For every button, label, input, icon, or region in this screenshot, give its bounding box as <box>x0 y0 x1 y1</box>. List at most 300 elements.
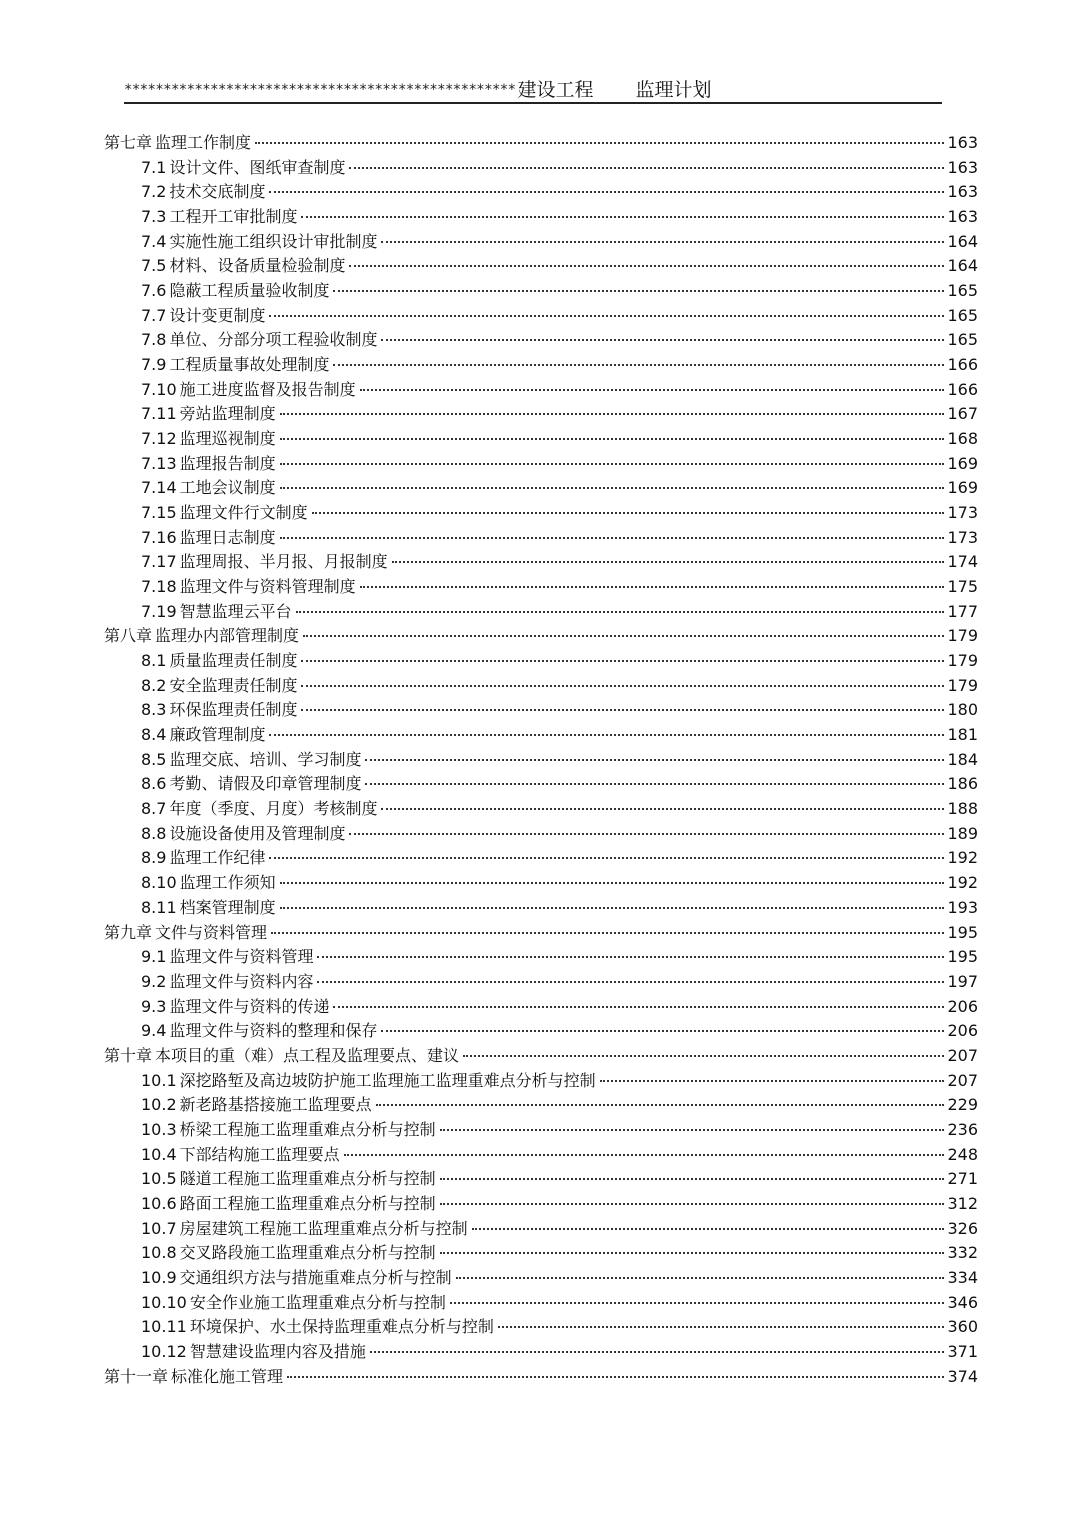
toc-page-number: 180 <box>947 700 978 720</box>
toc-page-number: 169 <box>947 453 978 473</box>
toc-entry-number: 7.3 <box>141 207 167 227</box>
toc-entry-number: 8.6 <box>141 774 167 794</box>
toc-section-entry[interactable] <box>104 254 978 279</box>
toc-entry-label <box>141 1069 596 1094</box>
toc-entry-number: 第十章 <box>104 1045 153 1065</box>
toc-entry-label <box>141 772 361 797</box>
toc-page-number: 332 <box>947 1243 978 1263</box>
toc-dot-leader <box>498 1326 945 1328</box>
toc-dot-leader <box>349 833 944 835</box>
toc-dot-leader <box>301 685 944 687</box>
toc-entry-label <box>104 131 251 156</box>
toc-page-number: 186 <box>947 774 978 794</box>
toc-entry-title: 监理交底、培训、学习制度 <box>169 749 362 769</box>
toc-entry-label <box>141 156 345 181</box>
toc-entry-title: 下部结构施工监理要点 <box>179 1144 340 1164</box>
toc-section-entry[interactable] <box>104 970 978 995</box>
toc-entry-title: 隧道工程施工监理重难点分析与控制 <box>179 1169 436 1189</box>
toc-dot-leader <box>333 290 944 292</box>
toc-dot-leader <box>333 1006 944 1008</box>
toc-entry-title: 工地会议制度 <box>179 478 276 498</box>
toc-page-number: 165 <box>947 305 978 325</box>
toc-entry-label <box>141 1167 436 1192</box>
toc-dot-leader <box>472 1228 945 1230</box>
toc-section-entry[interactable] <box>104 748 978 773</box>
toc-section-entry[interactable] <box>104 1069 978 1094</box>
toc-section-entry[interactable] <box>104 328 978 353</box>
toc-entry-number: 7.11 <box>141 404 177 424</box>
toc-page-number: 271 <box>947 1169 978 1189</box>
toc-entry-title: 监理工作制度 <box>155 133 252 152</box>
toc-section-entry[interactable] <box>104 279 978 304</box>
toc-page-number: 193 <box>947 897 978 917</box>
toc-page-number: 346 <box>947 1292 978 1312</box>
toc-page-number: 165 <box>947 281 978 301</box>
toc-entry-label <box>141 353 329 378</box>
toc-entry-number: 7.9 <box>141 355 167 375</box>
toc-entry-label <box>141 995 329 1020</box>
toc-section-entry[interactable] <box>104 1266 978 1291</box>
toc-entry-label <box>104 1365 283 1390</box>
toc-entry-title: 深挖路堑及高边坡防护施工监理施工监理重难点分析与控制 <box>179 1070 596 1090</box>
toc-dot-leader <box>271 932 944 934</box>
toc-page-number: 195 <box>947 947 978 967</box>
toc-page-number: 174 <box>947 552 978 572</box>
toc-entry-label <box>141 230 377 255</box>
toc-entry-label <box>141 328 377 353</box>
toc-dot-leader <box>269 734 944 736</box>
toc-section-entry[interactable] <box>104 1093 978 1118</box>
toc-entry-title: 监理工作纪律 <box>169 848 266 868</box>
toc-dot-leader <box>303 635 944 637</box>
toc-dot-leader <box>255 142 944 144</box>
toc-entry-title: 环保监理责任制度 <box>169 700 298 720</box>
toc-entry-label <box>141 526 276 551</box>
toc-page-number: 207 <box>947 1045 978 1065</box>
toc-entry-label <box>141 1217 468 1242</box>
toc-section-entry[interactable] <box>104 452 978 477</box>
toc-dot-leader <box>440 1203 945 1205</box>
toc-entry-title: 房屋建筑工程施工监理重难点分析与控制 <box>179 1218 468 1238</box>
toc-dot-leader <box>269 315 944 317</box>
toc-section-entry[interactable] <box>104 1217 978 1242</box>
toc-entry-number: 7.18 <box>141 577 177 597</box>
toc-dot-leader <box>456 1277 945 1279</box>
toc-entry-title: 档案管理制度 <box>179 897 276 917</box>
toc-page-number: 164 <box>947 231 978 251</box>
toc-page-number: 167 <box>947 404 978 424</box>
toc-entry-number: 10.4 <box>141 1144 177 1164</box>
toc-section-entry[interactable] <box>104 649 978 674</box>
toc-dot-leader <box>370 1351 945 1353</box>
toc-entry-number: 7.17 <box>141 552 177 572</box>
toc-entry-number: 第七章 <box>104 133 153 152</box>
toc-section-entry[interactable] <box>104 353 978 378</box>
toc-dot-leader <box>280 463 945 465</box>
toc-entry-number: 7.14 <box>141 478 177 498</box>
toc-entry-title: 施工进度监督及报告制度 <box>179 379 356 399</box>
toc-entry-title: 监理报告制度 <box>179 453 276 473</box>
toc-entry-number: 8.2 <box>141 675 167 695</box>
toc-section-entry[interactable] <box>104 1192 978 1217</box>
toc-entry-number: 10.2 <box>141 1095 177 1115</box>
toc-entry-title: 监理周报、半月报、月报制度 <box>179 552 388 572</box>
toc-section-entry[interactable] <box>104 846 978 871</box>
toc-entry-number: 9.3 <box>141 996 167 1016</box>
toc-page-number: 326 <box>947 1218 978 1238</box>
toc-entry-number: 10.12 <box>141 1341 187 1361</box>
toc-entry-label <box>141 649 297 674</box>
toc-entry-number: 7.2 <box>141 182 167 202</box>
toc-dot-leader <box>280 413 945 415</box>
toc-page-number: 166 <box>947 355 978 375</box>
toc-entry-label <box>141 1143 340 1168</box>
toc-entry-label <box>141 896 276 921</box>
toc-entry-title: 单位、分部分项工程验收制度 <box>169 330 378 350</box>
toc-page-number: 236 <box>947 1119 978 1139</box>
toc-entry-title: 质量监理责任制度 <box>169 651 298 671</box>
toc-dot-leader <box>296 611 945 613</box>
toc-entry-number: 7.12 <box>141 429 177 449</box>
toc-section-entry[interactable] <box>104 896 978 921</box>
toc-entry-number: 10.1 <box>141 1070 177 1090</box>
toc-entry-label <box>141 822 345 847</box>
toc-dot-leader <box>317 956 944 958</box>
toc-entry-title: 设计变更制度 <box>169 305 266 325</box>
toc-section-entry[interactable] <box>104 1118 978 1143</box>
toc-chapter-entry[interactable] <box>104 624 978 649</box>
toc-entry-title: 年度（季度、月度）考核制度 <box>169 799 378 819</box>
toc-entry-title: 隐蔽工程质量验收制度 <box>169 281 330 301</box>
toc-dot-leader <box>381 241 944 243</box>
toc-entry-number: 8.1 <box>141 651 167 671</box>
toc-entry-number: 7.1 <box>141 157 167 177</box>
toc-dot-leader <box>269 857 944 859</box>
toc-section-entry[interactable] <box>104 772 978 797</box>
toc-entry-number: 10.8 <box>141 1243 177 1263</box>
toc-entry-number: 8.3 <box>141 700 167 720</box>
toc-section-entry[interactable] <box>104 1019 978 1044</box>
toc-section-entry[interactable] <box>104 156 978 181</box>
toc-entry-title: 监理文件与资料的传递 <box>169 996 330 1016</box>
toc-dot-leader <box>344 1154 945 1156</box>
toc-section-entry[interactable] <box>104 402 978 427</box>
toc-entry-title: 监理工作须知 <box>179 873 276 893</box>
toc-chapter-entry[interactable] <box>104 1365 978 1390</box>
toc-entry-label <box>141 205 297 230</box>
toc-entry-number: 7.8 <box>141 330 167 350</box>
toc-entry-number: 7.5 <box>141 256 167 276</box>
toc-entry-title: 监理文件与资料的整理和保存 <box>169 1021 378 1041</box>
toc-dot-leader <box>450 1302 945 1304</box>
toc-entry-title: 本项目的重（难）点工程及监理要点、建议 <box>155 1045 460 1065</box>
toc-dot-leader <box>312 512 945 514</box>
toc-section-entry[interactable] <box>104 526 978 551</box>
header-stars: ************************************************** <box>124 82 516 98</box>
toc-entry-number: 7.16 <box>141 527 177 547</box>
toc-section-entry[interactable] <box>104 1291 978 1316</box>
toc-dot-leader <box>360 586 945 588</box>
toc-section-entry[interactable] <box>104 871 978 896</box>
toc-dot-leader <box>317 981 944 983</box>
toc-entry-label <box>141 1315 494 1340</box>
toc-section-entry[interactable] <box>104 378 978 403</box>
toc-entry-number: 第十一章 <box>104 1366 169 1386</box>
toc-dot-leader <box>280 882 945 884</box>
toc-page-number: 175 <box>947 577 978 597</box>
toc-dot-leader <box>280 537 945 539</box>
toc-entry-number: 8.11 <box>141 897 177 917</box>
toc-section-entry[interactable] <box>104 674 978 699</box>
toc-dot-leader <box>280 487 945 489</box>
toc-dot-leader <box>287 1376 944 1378</box>
toc-page-number: 184 <box>947 749 978 769</box>
toc-entry-title: 考勤、请假及印章管理制度 <box>169 774 362 794</box>
toc-entry-label <box>141 452 276 477</box>
toc-page-number: 189 <box>947 823 978 843</box>
toc-entry-number: 8.4 <box>141 725 167 745</box>
toc-section-entry[interactable] <box>104 180 978 205</box>
toc-section-entry[interactable] <box>104 1143 978 1168</box>
toc-page-number: 181 <box>947 725 978 745</box>
toc-entry-label <box>141 427 276 452</box>
page-header <box>124 74 942 104</box>
toc-page-number: 248 <box>947 1144 978 1164</box>
toc-entry-title: 环境保护、水土保持监理重难点分析与控制 <box>189 1317 494 1337</box>
toc-page-number: 177 <box>947 601 978 621</box>
toc-section-entry[interactable] <box>104 797 978 822</box>
toc-dot-leader <box>440 1178 945 1180</box>
toc-entry-number: 第九章 <box>104 922 153 942</box>
toc-entry-label <box>141 698 297 723</box>
toc-dot-leader <box>376 1104 945 1106</box>
toc-entry-title: 安全监理责任制度 <box>169 675 298 695</box>
toc-entry-number: 8.8 <box>141 823 167 843</box>
toc-section-entry[interactable] <box>104 1241 978 1266</box>
toc-entry-label <box>141 550 388 575</box>
toc-dot-leader <box>381 808 944 810</box>
toc-entry-label <box>141 846 265 871</box>
toc-entry-number: 10.11 <box>141 1317 187 1337</box>
toc-section-entry[interactable] <box>104 205 978 230</box>
toc-entry-label <box>141 723 265 748</box>
toc-entry-title: 技术交底制度 <box>169 182 266 202</box>
toc-entry-title: 智慧监理云平台 <box>179 601 292 621</box>
toc-entry-label <box>141 1291 446 1316</box>
toc-page-number: 163 <box>947 207 978 227</box>
toc-page-number: 163 <box>947 182 978 202</box>
toc-page-number: 206 <box>947 996 978 1016</box>
toc-entry-number: 9.1 <box>141 947 167 967</box>
toc-section-entry[interactable] <box>104 1340 978 1365</box>
toc-section-entry[interactable] <box>104 304 978 329</box>
toc-dot-leader <box>349 167 944 169</box>
toc-entry-label <box>141 1241 436 1266</box>
toc-entry-number: 10.6 <box>141 1193 177 1213</box>
toc-entry-label <box>141 945 313 970</box>
toc-entry-title: 监理文件与资料内容 <box>169 971 314 991</box>
toc-entry-title: 工程质量事故处理制度 <box>169 355 330 375</box>
toc-entry-title: 桥梁工程施工监理重难点分析与控制 <box>179 1119 436 1139</box>
toc-section-entry[interactable] <box>104 822 978 847</box>
toc-entry-number: 9.2 <box>141 971 167 991</box>
toc-section-entry[interactable] <box>104 575 978 600</box>
toc-entry-number: 10.3 <box>141 1119 177 1139</box>
toc-page-number: 173 <box>947 503 978 523</box>
toc-section-entry[interactable] <box>104 945 978 970</box>
toc-entry-number: 7.10 <box>141 379 177 399</box>
toc-entry-label <box>141 600 292 625</box>
toc-entry-label <box>141 1266 452 1291</box>
toc-section-entry[interactable] <box>104 698 978 723</box>
toc-dot-leader <box>365 759 944 761</box>
table-of-contents <box>104 131 978 1389</box>
toc-entry-title: 交叉路段施工监理重难点分析与控制 <box>179 1243 436 1263</box>
toc-entry-number: 10.9 <box>141 1267 177 1287</box>
toc-entry-number: 9.4 <box>141 1021 167 1041</box>
toc-section-entry[interactable] <box>104 1315 978 1340</box>
toc-page-number: 192 <box>947 873 978 893</box>
toc-page-number: 312 <box>947 1193 978 1213</box>
toc-entry-title: 监理文件与资料管理 <box>169 947 314 967</box>
toc-page-number: 164 <box>947 256 978 276</box>
toc-dot-leader <box>280 438 945 440</box>
toc-page-number: 179 <box>947 675 978 695</box>
toc-entry-number: 7.13 <box>141 453 177 473</box>
toc-page-number: 371 <box>947 1341 978 1361</box>
toc-entry-number: 8.10 <box>141 873 177 893</box>
toc-dot-leader <box>463 1055 944 1057</box>
toc-section-entry[interactable] <box>104 230 978 255</box>
toc-entry-number: 8.5 <box>141 749 167 769</box>
header-subtitle: 监理计划 <box>635 79 712 101</box>
toc-entry-label <box>141 1019 377 1044</box>
toc-page-number: 229 <box>947 1095 978 1115</box>
toc-entry-title: 设施设备使用及管理制度 <box>169 823 346 843</box>
toc-dot-leader <box>365 783 944 785</box>
toc-section-entry[interactable] <box>104 501 978 526</box>
toc-entry-title: 工程开工审批制度 <box>169 207 298 227</box>
toc-dot-leader <box>301 709 944 711</box>
toc-section-entry[interactable] <box>104 476 978 501</box>
toc-dot-leader <box>392 561 945 563</box>
toc-dot-leader <box>301 216 944 218</box>
toc-page-number: 165 <box>947 330 978 350</box>
toc-page-number: 206 <box>947 1021 978 1041</box>
toc-dot-leader <box>440 1252 945 1254</box>
toc-dot-leader <box>381 1030 944 1032</box>
toc-entry-label <box>141 1340 366 1365</box>
toc-entry-number: 10.10 <box>141 1292 187 1312</box>
toc-entry-label <box>104 921 267 946</box>
toc-page-number: 169 <box>947 478 978 498</box>
toc-page-number: 374 <box>947 1366 978 1386</box>
toc-entry-label <box>141 871 276 896</box>
toc-entry-title: 智慧建设监理内容及措施 <box>189 1341 366 1361</box>
toc-entry-label <box>104 1044 459 1069</box>
toc-entry-label <box>141 402 276 427</box>
toc-page-number: 197 <box>947 971 978 991</box>
toc-entry-label <box>141 476 276 501</box>
toc-entry-label <box>141 1118 436 1143</box>
toc-page-number: 334 <box>947 1267 978 1287</box>
toc-section-entry[interactable] <box>104 995 978 1020</box>
toc-entry-number: 7.7 <box>141 305 167 325</box>
toc-section-entry[interactable] <box>104 427 978 452</box>
toc-entry-title: 文件与资料管理 <box>155 922 268 942</box>
toc-section-entry[interactable] <box>104 600 978 625</box>
toc-section-entry[interactable] <box>104 723 978 748</box>
toc-page-number: 207 <box>947 1070 978 1090</box>
toc-page-number: 360 <box>947 1317 978 1337</box>
toc-page-number: 192 <box>947 848 978 868</box>
toc-page-number: 166 <box>947 379 978 399</box>
toc-entry-label <box>141 378 356 403</box>
toc-entry-label <box>141 970 313 995</box>
toc-page-number: 163 <box>947 133 978 152</box>
toc-chapter-entry[interactable] <box>104 921 978 946</box>
toc-entry-label <box>141 797 377 822</box>
toc-entry-number: 8.7 <box>141 799 167 819</box>
toc-entry-label <box>104 624 299 649</box>
toc-page-number: 179 <box>947 651 978 671</box>
toc-entry-number: 7.4 <box>141 231 167 251</box>
toc-entry-label <box>141 304 265 329</box>
toc-chapter-entry[interactable] <box>104 131 978 156</box>
toc-entry-title: 新老路基搭接施工监理要点 <box>179 1095 372 1115</box>
toc-dot-leader <box>280 907 945 909</box>
toc-page-number: 173 <box>947 527 978 547</box>
header-title: 建设工程 <box>517 79 594 101</box>
toc-entry-title: 交通组织方法与措施重难点分析与控制 <box>179 1267 452 1287</box>
toc-dot-leader <box>600 1080 945 1082</box>
toc-page-number: 163 <box>947 157 978 177</box>
toc-page-number: 195 <box>947 922 978 942</box>
toc-dot-leader <box>440 1129 945 1131</box>
toc-page-number: 179 <box>947 626 978 646</box>
toc-entry-title: 实施性施工组织设计审批制度 <box>169 231 378 251</box>
toc-entry-number: 第八章 <box>104 626 153 646</box>
toc-chapter-entry[interactable] <box>104 1044 978 1069</box>
toc-entry-title: 监理文件与资料管理制度 <box>179 577 356 597</box>
toc-entry-title: 设计文件、图纸审查制度 <box>169 157 346 177</box>
toc-section-entry[interactable] <box>104 550 978 575</box>
toc-entry-label <box>141 279 329 304</box>
toc-page-number: 168 <box>947 429 978 449</box>
toc-entry-number: 10.7 <box>141 1218 177 1238</box>
toc-entry-title: 路面工程施工监理重难点分析与控制 <box>179 1193 436 1213</box>
toc-entry-title: 监理文件行文制度 <box>179 503 308 523</box>
toc-dot-leader <box>333 364 944 366</box>
toc-entry-label <box>141 748 361 773</box>
toc-entry-label <box>141 575 356 600</box>
toc-entry-title: 安全作业施工监理重难点分析与控制 <box>189 1292 446 1312</box>
toc-entry-label <box>141 501 308 526</box>
toc-page-number: 188 <box>947 799 978 819</box>
toc-section-entry[interactable] <box>104 1167 978 1192</box>
toc-dot-leader <box>301 660 944 662</box>
toc-entry-label <box>141 180 265 205</box>
toc-dot-leader <box>349 265 944 267</box>
toc-entry-number: 10.5 <box>141 1169 177 1189</box>
toc-entry-title: 监理日志制度 <box>179 527 276 547</box>
toc-entry-title: 监理办内部管理制度 <box>155 626 300 646</box>
toc-entry-number: 7.6 <box>141 281 167 301</box>
toc-entry-title: 标准化施工管理 <box>171 1366 284 1386</box>
toc-entry-title: 旁站监理制度 <box>179 404 276 424</box>
toc-entry-label <box>141 1093 372 1118</box>
toc-entry-label <box>141 674 297 699</box>
